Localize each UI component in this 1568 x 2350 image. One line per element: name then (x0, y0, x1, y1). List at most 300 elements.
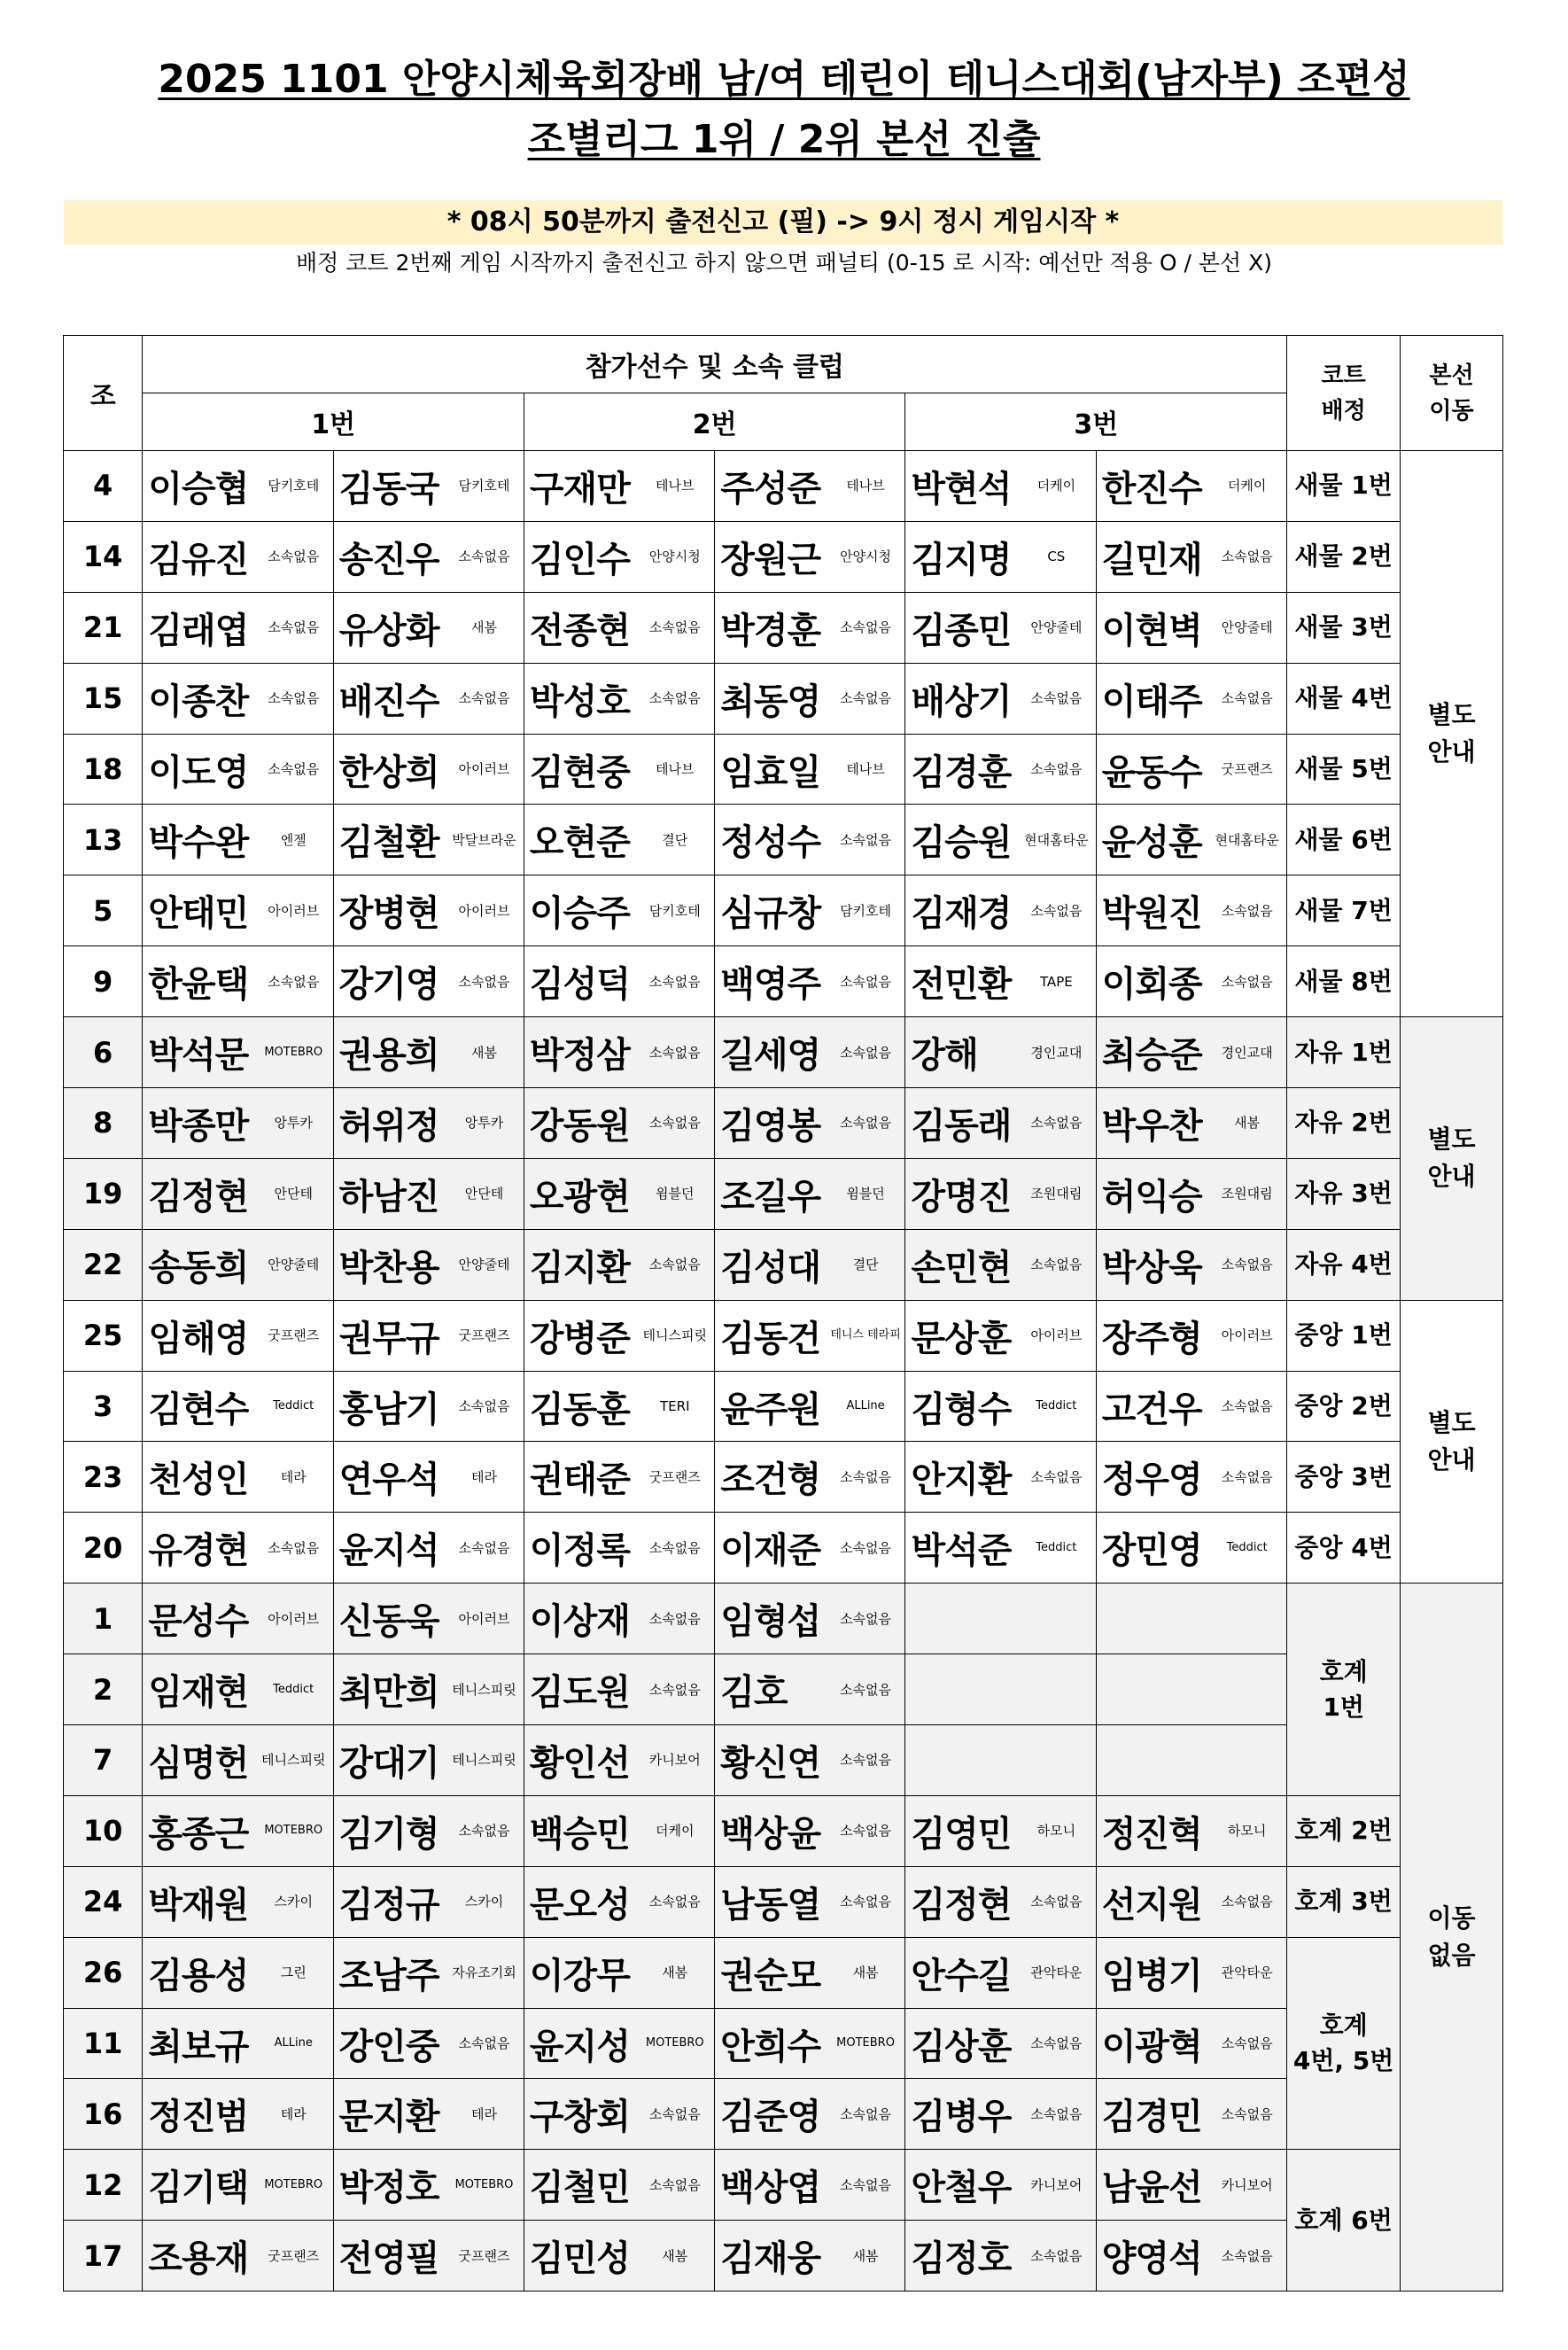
player-club: 새봄 (445, 592, 524, 663)
player-club: 아이러브 (254, 1584, 333, 1654)
player-name: 김상훈 (905, 2008, 1017, 2079)
player-club: Teddict (1017, 1513, 1096, 1584)
player-club: 테나브 (635, 734, 714, 805)
player-club: 스카이 (254, 1866, 333, 1937)
player-club: 관악타운 (1207, 1937, 1286, 2008)
player-club: 아이러브 (1017, 1300, 1096, 1371)
court-assignment (1287, 1866, 1401, 1937)
player-name: 김현수 (143, 1371, 254, 1442)
player-club: 결단 (635, 805, 714, 875)
player-club: 소속없음 (445, 2008, 524, 2079)
court-assignment (1287, 1371, 1401, 1442)
court-label: 호계 3번 (1294, 1887, 1393, 1917)
player-name: 장민영 (1096, 1513, 1207, 1584)
player-name (905, 1725, 1017, 1796)
player-name: 강명진 (905, 1158, 1017, 1229)
player-club: 안단테 (254, 1158, 333, 1229)
player-name: 김성대 (715, 1229, 827, 1300)
player-name: 김영봉 (715, 1088, 827, 1159)
player-name: 허위정 (333, 1088, 445, 1159)
move-label: 별도 안내 (1427, 1124, 1476, 1192)
group-number: 20 (64, 1513, 143, 1584)
player-club: 아이러브 (445, 1584, 524, 1654)
main-round-move (1401, 1017, 1503, 1301)
player-name (905, 1584, 1017, 1654)
player-name: 강인중 (333, 2008, 445, 2079)
player-name: 이종찬 (143, 663, 254, 734)
player-name: 배상기 (905, 663, 1017, 734)
player-name: 임형섭 (715, 1584, 827, 1654)
player-name: 유경현 (143, 1513, 254, 1584)
player-club: ALLine (254, 2008, 333, 2079)
player-name: 문지환 (333, 2079, 445, 2150)
player-club: 소속없음 (827, 805, 905, 875)
group-number: 2 (64, 1654, 143, 1725)
player-club: 하모니 (1207, 1795, 1286, 1866)
player-name (1096, 1584, 1207, 1654)
player-name: 조길우 (715, 1158, 827, 1229)
player-name: 박찬용 (333, 1229, 445, 1300)
player-name: 백상엽 (715, 2150, 827, 2221)
player-name: 임효일 (715, 734, 827, 805)
player-name: 김준영 (715, 2079, 827, 2150)
player-name: 김동건 (715, 1300, 827, 1371)
player-club: 경인교대 (1017, 1017, 1096, 1088)
table-row (64, 1795, 1503, 1866)
header-team1: 1번 (143, 393, 524, 451)
table-row (64, 1866, 1503, 1937)
player-name: 김지명 (905, 521, 1017, 592)
player-name: 이도영 (143, 734, 254, 805)
group-number: 4 (64, 451, 143, 522)
player-name (1096, 1725, 1207, 1796)
player-name: 김철민 (524, 2150, 635, 2221)
player-club: 소속없음 (635, 1584, 714, 1654)
player-club: 앙투카 (445, 1088, 524, 1159)
court-assignment (1287, 946, 1401, 1017)
player-club: 테니스피릿 (254, 1725, 333, 1796)
player-club: 소속없음 (827, 1088, 905, 1159)
group-number: 16 (64, 2079, 143, 2150)
group-number: 23 (64, 1442, 143, 1513)
player-name: 조남주 (333, 1937, 445, 2008)
player-name: 김래엽 (143, 592, 254, 663)
group-number: 5 (64, 875, 143, 946)
court-label: 호계 1번 (1319, 1656, 1368, 1722)
player-name: 김민성 (524, 2221, 635, 2292)
player-club: 테니스피릿 (445, 1654, 524, 1725)
player-name: 최승준 (1096, 1017, 1207, 1088)
player-club: 소속없음 (827, 592, 905, 663)
player-name: 권무규 (333, 1300, 445, 1371)
player-club: 굿프랜즈 (1207, 734, 1286, 805)
player-club: 조원대림 (1207, 1158, 1286, 1229)
player-club: 소속없음 (254, 592, 333, 663)
player-club: 더케이 (1207, 451, 1286, 522)
court-assignment (1287, 1937, 1401, 2150)
player-club: 안양줄테 (254, 1229, 333, 1300)
table-row (64, 1229, 1503, 1300)
court-assignment (1287, 2150, 1401, 2292)
court-label: 새물 4번 (1294, 683, 1393, 713)
court-label: 새물 5번 (1294, 754, 1393, 783)
player-name: 강기영 (333, 946, 445, 1017)
player-club: 소속없음 (635, 946, 714, 1017)
table-row (64, 451, 1503, 522)
player-club (1207, 1654, 1286, 1725)
player-name: 이정록 (524, 1513, 635, 1584)
court-assignment (1287, 663, 1401, 734)
player-name: 구창회 (524, 2079, 635, 2150)
main-round-move (1401, 1300, 1503, 1584)
group-number: 13 (64, 805, 143, 875)
table-row (64, 592, 1503, 663)
player-club: 안양줄테 (1207, 592, 1286, 663)
player-name: 안희수 (715, 2008, 827, 2079)
player-name: 권태준 (524, 1442, 635, 1513)
player-club: 소속없음 (254, 521, 333, 592)
player-name: 김정규 (333, 1866, 445, 1937)
court-label: 새물 6번 (1294, 824, 1393, 854)
player-club: Teddict (254, 1371, 333, 1442)
table-row (64, 2150, 1503, 2221)
player-club: 아이러브 (445, 875, 524, 946)
group-number: 12 (64, 2150, 143, 2221)
player-club (1017, 1654, 1096, 1725)
player-name: 김재웅 (715, 2221, 827, 2292)
player-club: 소속없음 (635, 1866, 714, 1937)
player-name: 장원근 (715, 521, 827, 592)
player-name: 김인수 (524, 521, 635, 592)
player-name: 김철환 (333, 805, 445, 875)
player-club: 안단테 (445, 1158, 524, 1229)
player-club (1017, 1725, 1096, 1796)
player-name: 최만희 (333, 1654, 445, 1725)
player-name: 윤지석 (333, 1513, 445, 1584)
group-number: 6 (64, 1017, 143, 1088)
player-name: 홍종근 (143, 1795, 254, 1866)
player-name: 안수길 (905, 1937, 1017, 2008)
player-club: 소속없음 (445, 521, 524, 592)
player-club: 테라 (445, 1442, 524, 1513)
player-club: 소속없음 (254, 734, 333, 805)
player-name: 남동열 (715, 1866, 827, 1937)
player-name: 문성수 (143, 1584, 254, 1654)
player-club: 담키호테 (635, 875, 714, 946)
court-assignment (1287, 451, 1401, 522)
player-name: 박수완 (143, 805, 254, 875)
player-club: 소속없음 (635, 2079, 714, 2150)
player-club: 소속없음 (1207, 1866, 1286, 1937)
court-label: 중앙 1번 (1294, 1320, 1393, 1350)
player-club: 소속없음 (635, 2150, 714, 2221)
player-club: 안양줄테 (1017, 592, 1096, 663)
header-move (1401, 336, 1503, 451)
player-name: 박정삼 (524, 1017, 635, 1088)
player-name: 김경민 (1096, 2079, 1207, 2150)
player-name: 송진우 (333, 521, 445, 592)
player-club: 카니보어 (1017, 2150, 1096, 2221)
player-club: 굿프랜즈 (445, 2221, 524, 2292)
player-name: 박재원 (143, 1866, 254, 1937)
player-club: 아이러브 (254, 875, 333, 946)
player-name: 길세영 (715, 1017, 827, 1088)
table-row (64, 1513, 1503, 1584)
player-club: MOTEBRO (254, 1795, 333, 1866)
player-name: 신동욱 (333, 1584, 445, 1654)
player-club: 소속없음 (445, 663, 524, 734)
player-club: 새봄 (635, 1937, 714, 2008)
player-club: 소속없음 (1207, 1442, 1286, 1513)
header-team2: 2번 (524, 393, 905, 451)
player-club: 굿프랜즈 (445, 1300, 524, 1371)
player-club: 소속없음 (1207, 2221, 1286, 2292)
table-row (64, 1300, 1503, 1371)
player-club: 테라 (254, 1442, 333, 1513)
player-name: 이강무 (524, 1937, 635, 2008)
player-name: 백영주 (715, 946, 827, 1017)
player-club: 소속없음 (1017, 1442, 1096, 1513)
table-row (64, 946, 1503, 1017)
player-club: 소속없음 (827, 1795, 905, 1866)
player-club: 테니스 테라피 (827, 1300, 905, 1371)
group-number: 17 (64, 2221, 143, 2292)
player-name: 김현중 (524, 734, 635, 805)
player-name: 한진수 (1096, 451, 1207, 522)
header-participants: 참가선수 및 소속 클럽 (143, 336, 1287, 393)
player-name: 천성인 (143, 1442, 254, 1513)
table-row (64, 1371, 1503, 1442)
player-name: 박정호 (333, 2150, 445, 2221)
check-in-notice: * 08시 50분까지 출전신고 (필) -> 9시 정시 게임시작 * (64, 200, 1502, 245)
player-name: 임병기 (1096, 1937, 1207, 2008)
player-club: 소속없음 (827, 1584, 905, 1654)
player-club: 윔블던 (635, 1158, 714, 1229)
court-assignment (1287, 805, 1401, 875)
player-club: 경인교대 (1207, 1017, 1286, 1088)
player-club: 소속없음 (1017, 875, 1096, 946)
player-name: 박석문 (143, 1017, 254, 1088)
header-move-label: 본선 이동 (1429, 362, 1474, 424)
group-number: 15 (64, 663, 143, 734)
player-name: 김용성 (143, 1937, 254, 2008)
table-row (64, 663, 1503, 734)
player-club: 소속없음 (827, 663, 905, 734)
player-club: 소속없음 (254, 1513, 333, 1584)
player-club: 굿프랜즈 (254, 1300, 333, 1371)
player-name: 최동영 (715, 663, 827, 734)
player-club: 소속없음 (827, 2150, 905, 2221)
player-club: 테니스피릿 (445, 1725, 524, 1796)
group-number: 3 (64, 1371, 143, 1442)
player-name: 남윤선 (1096, 2150, 1207, 2221)
player-name: 김승원 (905, 805, 1017, 875)
player-name: 한상희 (333, 734, 445, 805)
player-name: 전민환 (905, 946, 1017, 1017)
court-label: 중앙 2번 (1294, 1391, 1393, 1421)
court-assignment (1287, 1158, 1401, 1229)
player-name: 백승민 (524, 1795, 635, 1866)
player-name: 전영필 (333, 2221, 445, 2292)
main-round-move (1401, 1584, 1503, 2292)
player-club: Teddict (1207, 1513, 1286, 1584)
player-name: 송동희 (143, 1229, 254, 1300)
player-club: 담키호테 (445, 451, 524, 522)
group-number: 1 (64, 1584, 143, 1654)
player-name: 이태주 (1096, 663, 1207, 734)
court-assignment (1287, 592, 1401, 663)
court-label: 새물 8번 (1294, 966, 1393, 996)
player-club: 소속없음 (1207, 2008, 1286, 2079)
player-name: 황신연 (715, 1725, 827, 1796)
player-name: 강대기 (333, 1725, 445, 1796)
player-club: 소속없음 (635, 1229, 714, 1300)
header-court-label: 코트 배정 (1321, 362, 1366, 424)
player-name: 배진수 (333, 663, 445, 734)
player-club: 조원대림 (1017, 1158, 1096, 1229)
player-name: 양영석 (1096, 2221, 1207, 2292)
player-name: 김기택 (143, 2150, 254, 2221)
player-name: 황인선 (524, 1725, 635, 1796)
player-club: 앙투카 (254, 1088, 333, 1159)
player-club: 소속없음 (635, 1654, 714, 1725)
player-club: 소속없음 (827, 946, 905, 1017)
player-name: 이재준 (715, 1513, 827, 1584)
court-assignment (1287, 734, 1401, 805)
player-name (1096, 1654, 1207, 1725)
player-club: 소속없음 (1017, 1866, 1096, 1937)
player-name: 김유진 (143, 521, 254, 592)
player-club: ALLine (827, 1371, 905, 1442)
player-name: 김형수 (905, 1371, 1017, 1442)
player-club: 아이러브 (445, 734, 524, 805)
player-club: 소속없음 (445, 1795, 524, 1866)
player-club: 더케이 (1017, 451, 1096, 522)
court-assignment (1287, 1513, 1401, 1584)
player-club: 담키호테 (254, 451, 333, 522)
player-club: 소속없음 (635, 1017, 714, 1088)
player-name: 김성덕 (524, 946, 635, 1017)
player-club: 테나브 (635, 451, 714, 522)
player-name: 김기형 (333, 1795, 445, 1866)
player-club: 아이러브 (1207, 1300, 1286, 1371)
bracket-table (63, 335, 1503, 2292)
player-name: 박원진 (1096, 875, 1207, 946)
player-name: 정진혁 (1096, 1795, 1207, 1866)
group-number: 10 (64, 1795, 143, 1866)
player-name: 심명헌 (143, 1725, 254, 1796)
player-club: 스카이 (445, 1866, 524, 1937)
player-name: 오광현 (524, 1158, 635, 1229)
bracket-body (64, 451, 1503, 2292)
player-name: 김지환 (524, 1229, 635, 1300)
player-club: 하모니 (1017, 1795, 1096, 1866)
court-label: 자유 2번 (1294, 1108, 1393, 1138)
player-name: 정우영 (1096, 1442, 1207, 1513)
player-club: 새봄 (827, 2221, 905, 2292)
player-club: 결단 (827, 1229, 905, 1300)
table-row (64, 1937, 1503, 2008)
player-name: 김정현 (143, 1158, 254, 1229)
player-name: 김영민 (905, 1795, 1017, 1866)
court-assignment (1287, 1442, 1401, 1513)
player-club: Teddict (1017, 1371, 1096, 1442)
player-name: 심규창 (715, 875, 827, 946)
player-club: 소속없음 (445, 946, 524, 1017)
player-name: 박종만 (143, 1088, 254, 1159)
court-label: 새물 7번 (1294, 895, 1393, 925)
player-club: 소속없음 (1017, 663, 1096, 734)
player-club: 소속없음 (1017, 734, 1096, 805)
table-row (64, 875, 1503, 946)
player-name: 주성준 (715, 451, 827, 522)
group-number: 22 (64, 1229, 143, 1300)
player-name: 백상윤 (715, 1795, 827, 1866)
table-row (64, 734, 1503, 805)
player-club: 소속없음 (827, 1866, 905, 1937)
player-club: 현대홈타운 (1017, 805, 1096, 875)
player-club: 소속없음 (1207, 2079, 1286, 2150)
player-name: 강동원 (524, 1088, 635, 1159)
player-club: 소속없음 (1017, 1088, 1096, 1159)
court-label: 새물 3번 (1294, 612, 1393, 642)
player-name: 김종민 (905, 592, 1017, 663)
player-name: 장주형 (1096, 1300, 1207, 1371)
player-name: 안철우 (905, 2150, 1017, 2221)
player-name: 문상훈 (905, 1300, 1017, 1371)
player-name: 윤동수 (1096, 734, 1207, 805)
player-club: 현대홈타운 (1207, 805, 1286, 875)
table-row (64, 1442, 1503, 1513)
player-name: 박성호 (524, 663, 635, 734)
player-name: 권용희 (333, 1017, 445, 1088)
player-club: 박달브라운 (445, 805, 524, 875)
player-name: 이현벽 (1096, 592, 1207, 663)
court-assignment (1287, 1229, 1401, 1300)
court-label: 자유 1번 (1294, 1037, 1393, 1067)
player-club: 테나브 (827, 734, 905, 805)
player-club: CS (1017, 521, 1096, 592)
group-number: 19 (64, 1158, 143, 1229)
player-name: 안지환 (905, 1442, 1017, 1513)
player-club: 소속없음 (635, 1088, 714, 1159)
player-name: 박상욱 (1096, 1229, 1207, 1300)
table-row (64, 1158, 1503, 1229)
player-name: 김경훈 (905, 734, 1017, 805)
player-club: 새봄 (827, 1937, 905, 2008)
player-name: 강병준 (524, 1300, 635, 1371)
player-club: 소속없음 (1017, 2221, 1096, 2292)
player-name: 강해 (905, 1017, 1017, 1088)
table-row (64, 805, 1503, 875)
player-name: 하남진 (333, 1158, 445, 1229)
table-row (64, 1017, 1503, 1088)
page-subtitle: 조별리그 1위 / 2위 본선 진출 (527, 117, 1041, 162)
player-name: 이회종 (1096, 946, 1207, 1017)
player-club: 소속없음 (1207, 663, 1286, 734)
player-name: 조건형 (715, 1442, 827, 1513)
player-club: 테라 (254, 2079, 333, 2150)
player-club: 소속없음 (1207, 1371, 1286, 1442)
player-club: 그린 (254, 1937, 333, 2008)
player-name: 안태민 (143, 875, 254, 946)
player-club: 테나브 (827, 451, 905, 522)
group-number: 9 (64, 946, 143, 1017)
player-club: MOTEBRO (635, 2008, 714, 2079)
player-name: 윤주원 (715, 1371, 827, 1442)
player-club: MOTEBRO (254, 1017, 333, 1088)
header-court (1287, 336, 1401, 451)
